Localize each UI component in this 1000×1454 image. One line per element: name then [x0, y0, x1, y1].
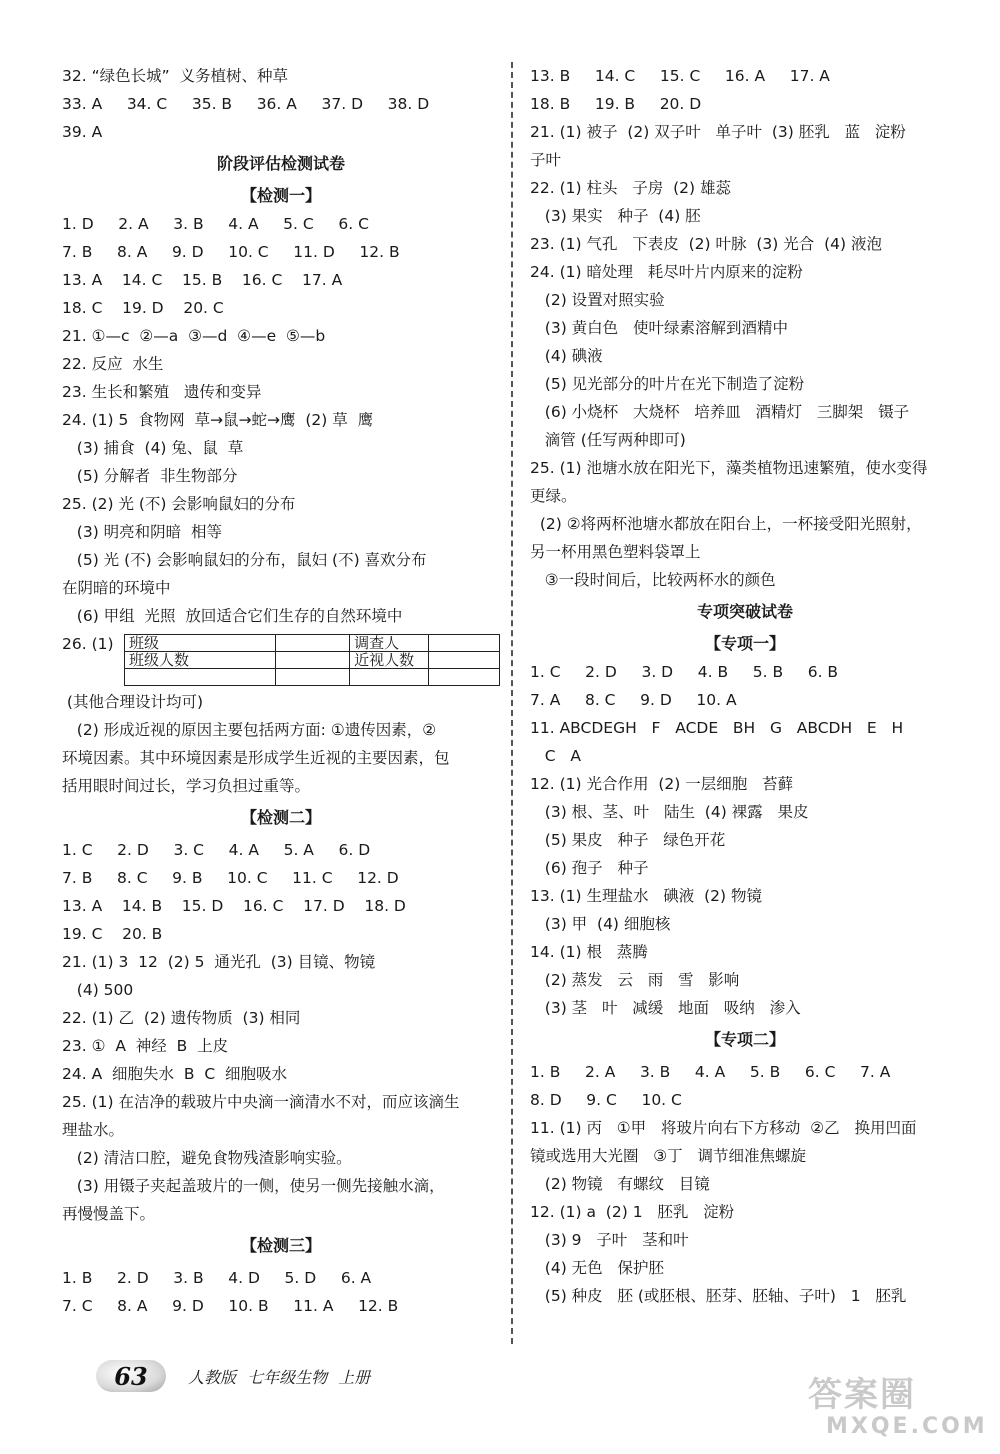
- survey-table-block: [62, 630, 500, 688]
- table-cell: [428, 652, 499, 669]
- answer-line: 7. C 8. A 9. D 10. B 11. A 12. B: [62, 1297, 399, 1315]
- answer-line: 7. B 8. A 9. D 10. C 11. D 12. B: [62, 243, 400, 261]
- answer-line: 12. (1) 光合作用 (2) 一层细胞 苔藓: [530, 775, 793, 793]
- answer-line: (2) 物镜 有螺纹 目镜: [530, 1175, 710, 1193]
- section-subtitle: 【检测一】: [240, 186, 321, 205]
- answer-line: (5) 分解者 非生物部分: [62, 467, 238, 485]
- column-divider: [511, 62, 513, 1344]
- answer-line: (3) 捕食 (4) 兔、鼠 草: [62, 439, 244, 457]
- answer-line: (2) 形成近视的原因主要包括两方面: ①遗传因素，②: [62, 721, 437, 739]
- answer-line: (3) 甲 (4) 细胞核: [530, 915, 671, 933]
- answer-line: 1. B 2. D 3. B 4. D 5. D 6. A: [62, 1269, 372, 1287]
- table-row: [125, 669, 500, 686]
- page-footer: [96, 1358, 370, 1394]
- answer-line: (6) 孢子 种子: [530, 859, 649, 877]
- answer-line: (3) 果实 种子 (4) 胚: [530, 207, 701, 225]
- answer-line: 1. D 2. A 3. B 4. A 5. C 6. C: [62, 215, 369, 233]
- section-subtitle: 【检测三】: [240, 1236, 321, 1255]
- watermark-logo-text: 答案圈: [808, 1375, 916, 1415]
- section-subtitle: 【专项一】: [704, 634, 785, 653]
- answer-line: (6) 甲组 光照 放回适合它们生存的自然环境中: [62, 607, 403, 625]
- answer-line: (5) 见光部分的叶片在光下制造了淀粉: [530, 375, 805, 393]
- footer-book-title: 人教版 七年级生物 上册: [188, 1367, 371, 1387]
- answer-line: (6) 小烧杯 大烧杯 培养皿 酒精灯 三脚架 镊子: [530, 403, 910, 421]
- page-number-badge: 63: [96, 1360, 166, 1392]
- table-cell: 调查人: [350, 635, 428, 652]
- table-row: [125, 635, 500, 652]
- answer-line: (2) 蒸发 云 雨 雪 影响: [530, 971, 740, 989]
- table-cell: [275, 669, 349, 686]
- section-title: 专项突破试卷: [696, 602, 793, 621]
- section-subtitle: 【专项二】: [704, 1030, 785, 1049]
- answer-line: 23. (1) 气孔 下表皮 (2) 叶脉 (3) 光合 (4) 液泡: [530, 235, 882, 253]
- answer-line: (2) ②将两杯池塘水都放在阳台上，一杯接受阳光照射，: [530, 515, 922, 533]
- answer-line: (2) 设置对照实验: [530, 291, 665, 309]
- answer-line: (3) 明亮和阴暗 相等: [62, 523, 223, 541]
- table-cell: [125, 669, 276, 686]
- table-cell: [428, 635, 499, 652]
- answer-line: 理盐水。: [62, 1121, 125, 1139]
- section-title: 阶段评估检测试卷: [216, 154, 345, 173]
- answer-line: 滴管 (任写两种即可): [530, 431, 686, 449]
- table-cell: [428, 669, 499, 686]
- answer-line: 21. (1) 被子 (2) 双子叶 单子叶 (3) 胚乳 蓝 淀粉: [530, 123, 906, 141]
- answer-line: 21. (1) 3 12 (2) 5 通光孔 (3) 目镜、物镜: [62, 953, 376, 971]
- answer-line: 另一杯用黑色塑料袋罩上: [530, 543, 701, 561]
- answer-line: (5) 果皮 种子 绿色开花: [530, 831, 726, 849]
- answer-line: 25. (2) 光 (不) 会影响鼠妇的分布: [62, 495, 296, 513]
- answer-line: (2) 清洁口腔，避免食物残渣影响实验。: [62, 1149, 352, 1167]
- answer-line: 11. (1) 丙 ①甲 将玻片向右下方移动 ②乙 换用凹面: [530, 1119, 917, 1137]
- answer-line: 21. ①—c ②—a ③—d ④—e ⑤—b: [62, 327, 326, 345]
- table-cell: [275, 652, 349, 669]
- answer-line: 更绿。: [530, 487, 577, 505]
- answer-line: (3) 9 子叶 茎和叶: [530, 1231, 689, 1249]
- answer-line: 镜或选用大光圈 ③丁 调节细准焦螺旋: [530, 1147, 806, 1165]
- answer-line: 7. B 8. C 9. B 10. C 11. C 12. D: [62, 869, 399, 887]
- answer-line: 1. B 2. A 3. B 4. A 5. B 6. C 7. A: [530, 1063, 891, 1081]
- answer-line: 18. B 19. B 20. D: [530, 95, 702, 113]
- table-cell: [275, 635, 349, 652]
- answer-line: 8. D 9. C 10. C: [530, 1091, 682, 1109]
- survey-table: [124, 634, 500, 686]
- answer-label: 26. (1): [62, 635, 114, 653]
- answer-line: 11. ABCDEGH F ACDE BH G ABCDH E H: [530, 719, 904, 737]
- answer-line: (4) 碘液: [530, 347, 603, 365]
- table-cell: 班级: [125, 635, 276, 652]
- answer-line: 24. A 细胞失水 B C 细胞吸水: [62, 1065, 288, 1083]
- answer-line: (5) 种皮 胚 (或胚根、胚芽、胚轴、子叶) 1 胚乳: [530, 1287, 907, 1305]
- answer-line: (3) 茎 叶 减缓 地面 吸纳 渗入: [530, 999, 801, 1017]
- answer-line: 14. (1) 根 蒸腾: [530, 943, 648, 961]
- table-cell: 近视人数: [350, 652, 428, 669]
- answer-line: 24. (1) 5 食物网 草→鼠→蛇→鹰 (2) 草 鹰: [62, 411, 374, 429]
- answer-line: (4) 无色 保护胚: [530, 1259, 664, 1277]
- right-column: [530, 62, 960, 1310]
- answer-line: 39. A: [62, 123, 103, 141]
- answer-line: C A: [530, 747, 581, 765]
- answer-line: 括用眼时间过长，学习负担过重等。: [62, 777, 311, 795]
- answer-line: 7. A 8. C 9. D 10. A: [530, 691, 737, 709]
- answer-line: ③一段时间后，比较两杯水的颜色: [530, 571, 776, 589]
- left-column: [62, 62, 500, 1320]
- answer-line: 22. (1) 柱头 子房 (2) 雄蕊: [530, 179, 731, 197]
- answer-line: 1. C 2. D 3. C 4. A 5. A 6. D: [62, 841, 371, 859]
- answer-line: 13. B 14. C 15. C 16. A 17. A: [530, 67, 830, 85]
- site-watermark: [808, 1375, 988, 1448]
- table-row: [125, 652, 500, 669]
- answer-line: (3) 黄白色 使叶绿素溶解到酒精中: [530, 319, 788, 337]
- answer-line: 环境因素。其中环境因素是形成学生近视的主要因素，包: [62, 749, 450, 767]
- answer-line: 13. A 14. B 15. D 16. C 17. D 18. D: [62, 897, 406, 915]
- answer-line: (3) 根、茎、叶 陆生 (4) 裸露 果皮: [530, 803, 809, 821]
- answer-line: 32. “绿色长城” 义务植树、种草: [62, 67, 288, 85]
- table-cell: [350, 669, 428, 686]
- answer-line: 22. (1) 乙 (2) 遗传物质 (3) 相同: [62, 1009, 301, 1027]
- answer-line: 23. ① A 神经 B 上皮: [62, 1037, 229, 1055]
- answer-line: 再慢慢盖下。: [62, 1205, 156, 1223]
- answer-line: 子叶: [530, 151, 562, 169]
- answer-line: 12. (1) a (2) 1 胚乳 淀粉: [530, 1203, 735, 1221]
- answer-line: 在阴暗的环境中: [62, 579, 171, 597]
- answer-line: 25. (1) 池塘水放在阳光下，藻类植物迅速繁殖，使水变得: [530, 459, 928, 477]
- table-cell: 班级人数: [125, 652, 276, 669]
- answer-line: 24. (1) 暗处理 耗尽叶片内原来的淀粉: [530, 263, 803, 281]
- answer-line: 18. C 19. D 20. C: [62, 299, 224, 317]
- answer-line: 13. A 14. C 15. B 16. C 17. A: [62, 271, 343, 289]
- section-subtitle: 【检测二】: [240, 808, 321, 827]
- answer-line: 1. C 2. D 3. D 4. B 5. B 6. B: [530, 663, 839, 681]
- answer-line: (4) 500: [62, 981, 134, 999]
- watermark-url: MXQE.COM: [826, 1414, 988, 1439]
- answer-line: (5) 光 (不) 会影响鼠妇的分布，鼠妇 (不) 喜欢分布: [62, 551, 427, 569]
- answer-line: 13. (1) 生理盐水 碘液 (2) 物镜: [530, 887, 762, 905]
- answer-line: 25. (1) 在洁净的载玻片中央滴一滴清水不对，而应该滴生: [62, 1093, 460, 1111]
- answer-line: 33. A 34. C 35. B 36. A 37. D 38. D: [62, 95, 430, 113]
- answer-line: (3) 用镊子夹起盖玻片的一侧，使另一侧先接触水滴，: [62, 1177, 445, 1195]
- answer-line: 23. 生长和繁殖 遗传和变异: [62, 383, 262, 401]
- answer-line: 19. C 20. B: [62, 925, 163, 943]
- answer-line: 22. 反应 水生: [62, 355, 164, 373]
- answer-line: (其他合理设计均可): [62, 693, 204, 711]
